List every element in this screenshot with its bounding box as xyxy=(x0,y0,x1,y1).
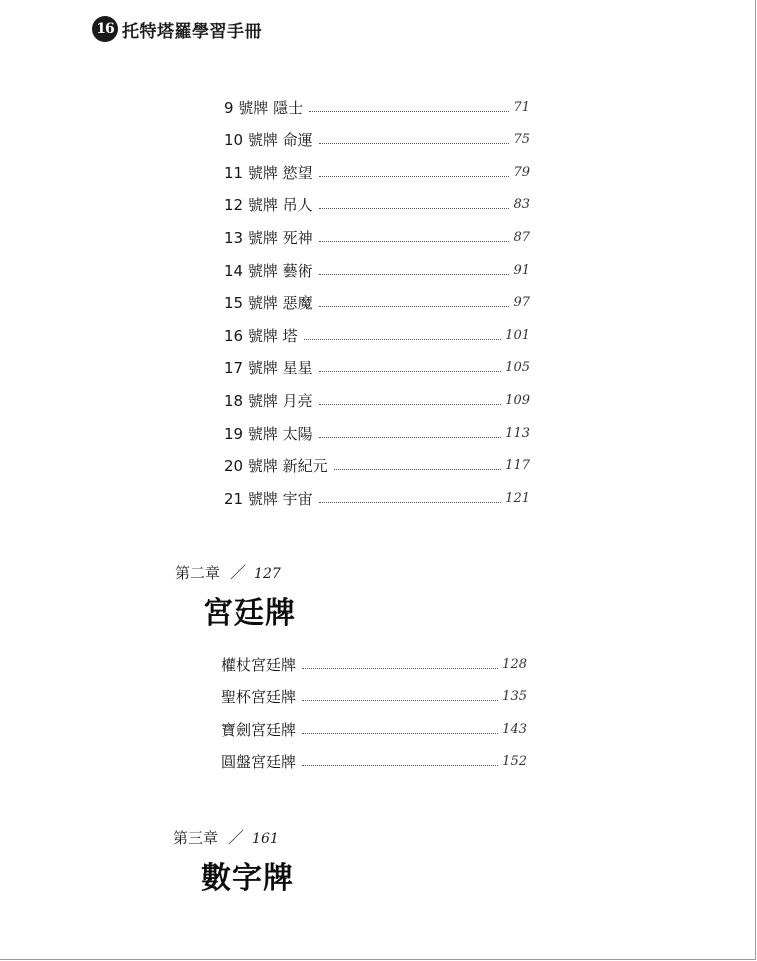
toc-entry[interactable] xyxy=(224,412,530,445)
dot-leader xyxy=(302,699,498,701)
toc-entry-label: 聖杯宮廷牌 xyxy=(221,688,297,707)
toc-entry-page: 135 xyxy=(502,689,527,705)
dot-leader xyxy=(319,370,502,372)
dot-leader xyxy=(302,667,498,669)
toc-entry-page: 75 xyxy=(513,132,530,148)
toc-entry-label: 9 號牌 隱士 xyxy=(224,98,304,117)
toc-entry[interactable] xyxy=(224,445,530,478)
major-arcana-toc-list xyxy=(224,86,530,510)
toc-entry-page: 109 xyxy=(505,392,530,408)
toc-entry[interactable] xyxy=(224,379,530,412)
chapter-2-separator: ／ xyxy=(230,563,247,582)
toc-entry[interactable] xyxy=(224,314,530,347)
toc-entry-label: 19 號牌 太陽 xyxy=(224,424,313,443)
toc-entry-label: 16 號牌 塔 xyxy=(224,326,298,345)
toc-entry-label: 寶劍宮廷牌 xyxy=(221,720,297,739)
dot-leader xyxy=(302,732,498,734)
dot-leader xyxy=(319,207,510,209)
dot-leader xyxy=(319,501,502,503)
dot-leader xyxy=(309,110,509,112)
toc-entry-page: 79 xyxy=(513,164,530,180)
toc-entry-label: 10 號牌 命運 xyxy=(224,131,313,150)
toc-entry-page: 143 xyxy=(502,721,527,737)
court-cards-toc-list xyxy=(221,643,527,773)
page-number-badge: 16 xyxy=(92,16,118,42)
dot-leader xyxy=(319,273,510,275)
toc-entry[interactable] xyxy=(221,643,527,676)
dot-leader xyxy=(319,142,510,144)
chapter-3-label: 第三章 xyxy=(173,829,219,847)
toc-entry[interactable] xyxy=(221,676,527,709)
book-title: 托特塔羅學習手冊 xyxy=(122,21,262,42)
chapter-2-heading[interactable] xyxy=(175,560,281,583)
toc-entry[interactable] xyxy=(224,477,530,510)
chapter-2-label: 第二章 xyxy=(175,564,221,582)
chapter-2-page: 127 xyxy=(254,566,281,582)
chapter-2-title[interactable]: 宮廷牌 xyxy=(203,596,296,631)
running-header xyxy=(92,16,262,42)
toc-entry-label: 14 號牌 藝術 xyxy=(224,261,313,280)
toc-entry-label: 21 號牌 宇宙 xyxy=(224,489,313,508)
toc-entry[interactable] xyxy=(224,86,530,119)
toc-entry[interactable] xyxy=(224,119,530,152)
chapter-3-separator: ／ xyxy=(228,828,245,847)
toc-entry-page: 113 xyxy=(505,425,530,441)
toc-entry-label: 15 號牌 惡魔 xyxy=(224,294,313,313)
toc-entry[interactable] xyxy=(224,249,530,282)
toc-entry[interactable] xyxy=(224,216,530,249)
toc-entry-page: 87 xyxy=(513,229,530,245)
toc-entry[interactable] xyxy=(221,708,527,741)
dot-leader xyxy=(319,403,502,405)
toc-entry-page: 105 xyxy=(505,360,530,376)
toc-entry-page: 152 xyxy=(502,754,527,770)
chapter-3-title[interactable]: 數字牌 xyxy=(201,861,294,896)
toc-entry-label: 20 號牌 新紀元 xyxy=(224,457,328,476)
dot-leader xyxy=(319,436,502,438)
dot-leader xyxy=(319,175,510,177)
dot-leader xyxy=(319,240,510,242)
toc-entry[interactable] xyxy=(224,184,530,217)
dot-leader xyxy=(304,338,502,340)
toc-entry-page: 83 xyxy=(513,197,530,213)
toc-entry[interactable] xyxy=(224,151,530,184)
toc-entry-page: 128 xyxy=(502,656,527,672)
toc-entry-label: 17 號牌 星星 xyxy=(224,359,313,378)
toc-entry-label: 圓盤宮廷牌 xyxy=(221,753,297,772)
toc-entry-page: 121 xyxy=(505,490,530,506)
dot-leader xyxy=(334,468,502,470)
toc-entry-page: 101 xyxy=(505,327,530,343)
toc-entry-label: 18 號牌 月亮 xyxy=(224,391,313,410)
toc-entry-page: 91 xyxy=(513,262,530,278)
toc-entry-page: 71 xyxy=(513,99,530,115)
dot-leader xyxy=(319,305,510,307)
chapter-3-heading[interactable] xyxy=(173,825,279,848)
toc-entry[interactable] xyxy=(221,741,527,774)
dot-leader xyxy=(302,764,498,766)
toc-entry-label: 13 號牌 死神 xyxy=(224,228,313,247)
toc-entry[interactable] xyxy=(224,347,530,380)
toc-entry[interactable] xyxy=(224,282,530,315)
toc-entry-label: 權杖宮廷牌 xyxy=(221,655,297,674)
toc-entry-page: 97 xyxy=(513,295,530,311)
toc-entry-label: 12 號牌 吊人 xyxy=(224,196,313,215)
toc-entry-label: 11 號牌 慾望 xyxy=(224,163,313,182)
chapter-3-page: 161 xyxy=(252,831,279,847)
toc-entry-page: 117 xyxy=(505,458,530,474)
